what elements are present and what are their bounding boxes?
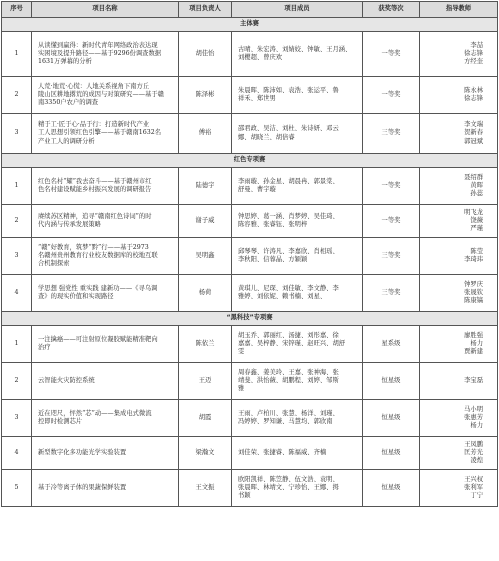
project-name-line: 1631万弹幕的分析	[38, 58, 92, 66]
advisor-teachers	[420, 437, 498, 470]
advisor-teachers	[420, 363, 498, 400]
project-name-line: 从读懂到赢得：新时代青年网络政治表达现	[38, 41, 158, 49]
advisor-teacher-name: 陈永林	[464, 86, 483, 94]
advisor-teacher-name: 马小明	[464, 405, 483, 413]
row-number: 3	[2, 400, 32, 437]
project-members-line: 周春鑫、姜美玲、王嘉、张神海、张	[238, 368, 339, 376]
project-leader: 胡佳怡	[179, 32, 232, 77]
advisor-teacher-name: 钟罗庆	[464, 280, 483, 288]
advisor-teacher-name: 杨力	[470, 339, 483, 347]
project-name	[32, 32, 179, 77]
project-name-line: 近在咫尺，怦然“芯”动——集成电式微流	[38, 409, 152, 417]
advisor-teacher-name: 徐志锋	[464, 49, 483, 57]
advisor-teacher-name: 徐志锋	[464, 95, 483, 102]
advisor-teachers	[420, 238, 498, 275]
advisor-teacher-name: 李文瑞	[464, 121, 483, 129]
project-name-line: 南3350户农户的调查	[38, 99, 99, 107]
project-name	[32, 326, 179, 363]
project-name-line: 名赣州贵州教育行业校友数据库的校地互联	[38, 251, 158, 259]
project-name-line: 实困境及提升路径——基于9296份调查数据	[38, 49, 162, 57]
header-award: 获奖等次	[363, 2, 420, 18]
row-number: 3	[2, 238, 32, 275]
project-members-line: 钟思婷、葛一涵、肖梦婷、吴佳琦、	[238, 212, 339, 220]
project-leader: 王文振	[179, 470, 232, 507]
row-number: 4	[2, 275, 32, 312]
project-members-line: 舒曼、曹宇璇	[238, 186, 276, 193]
award-level: 三等奖	[363, 275, 420, 312]
project-name	[32, 363, 179, 400]
advisor-teacher-name: 郭冠斌	[464, 137, 483, 145]
advisor-teachers	[420, 168, 498, 205]
project-leader: 陈泽彬	[179, 77, 232, 114]
advisor-teacher-name: 黄晖	[470, 181, 483, 189]
project-members	[232, 238, 363, 275]
project-members-line: 嘉嘉、吴梓静、宋锌瑾、赵旺兴、胡舒	[238, 339, 346, 347]
advisor-teacher-name: 方经奎	[464, 58, 483, 66]
advisor-teacher-name: 李琦玮	[464, 256, 483, 263]
project-name	[32, 437, 179, 470]
project-name	[32, 400, 179, 437]
advisor-teacher-name: 王兴权	[464, 475, 483, 483]
award-level: 三等奖	[363, 238, 420, 275]
project-members	[232, 114, 363, 154]
project-name	[32, 205, 179, 238]
project-name-line: 陵山区耕地撂荒的成因与对策研究——基于赣	[38, 90, 164, 98]
project-name	[32, 470, 179, 507]
project-members-line: 书颖	[238, 492, 251, 500]
project-members	[232, 470, 363, 507]
project-name-line: 人荒·地荒·心慌：人地关系视角下南方丘	[38, 82, 150, 90]
advisor-teachers	[420, 326, 498, 363]
project-name	[32, 77, 179, 114]
row-number: 3	[2, 114, 32, 154]
advisor-teacher-name: 王凤鹏	[464, 440, 483, 448]
project-leader: 梁瀚文	[179, 437, 232, 470]
section-header-row	[2, 312, 498, 326]
row-number: 2	[2, 205, 32, 238]
section-title: 红色专项赛	[2, 154, 498, 168]
section-header-row	[2, 18, 498, 32]
project-name	[32, 114, 179, 154]
header-teacher: 指导教师	[420, 2, 498, 18]
advisor-teachers	[420, 205, 498, 238]
award-table	[1, 1, 498, 507]
section-title: 主体赛	[2, 18, 498, 32]
advisor-teacher-name: 李喆	[470, 41, 483, 49]
project-leader: 杨荷	[179, 275, 232, 312]
project-members-line: 李雨璇、孙金星、胡晨冉、郭景棠、	[238, 177, 339, 185]
row-number: 1	[2, 32, 32, 77]
project-members	[232, 400, 363, 437]
project-leader: 陈依兰	[179, 326, 232, 363]
award-level: 一等奖	[363, 205, 420, 238]
advisor-teacher-name: 丁宁	[470, 492, 483, 500]
project-name	[32, 275, 179, 312]
advisor-teacher-name: 张惠芳	[464, 413, 483, 421]
project-members-line: 刘佳荣、张捷睿、陈福威、齐楠	[238, 448, 327, 456]
award-level: 恒星级	[363, 363, 420, 400]
table-row	[2, 275, 498, 312]
row-number: 2	[2, 77, 32, 114]
advisor-teachers	[420, 470, 498, 507]
table-row	[2, 326, 498, 363]
advisor-teacher-name: 贺新春	[464, 129, 483, 137]
advisor-teacher-name: 张晟钦	[464, 288, 483, 296]
project-name-line: 一注擒癌——可注射原位凝胶赋能精准靶向	[38, 335, 158, 343]
advisor-teacher-name: 明飞龙	[464, 208, 483, 216]
award-level: 星系级	[363, 326, 420, 363]
award-level: 一等奖	[363, 77, 420, 114]
advisor-teacher-name: 陈康镐	[464, 297, 483, 305]
project-members-line: 欧阳凯祥、陈笠静、伍文浩、袁明、	[238, 475, 339, 483]
project-name	[32, 238, 179, 275]
section-title: “黑科技”专项赛	[2, 312, 498, 326]
project-members	[232, 77, 363, 114]
advisor-teacher-name: 张利军	[464, 483, 483, 491]
award-level: 三等奖	[363, 114, 420, 154]
table-row	[2, 363, 498, 400]
project-members-line: 靖斐、洪怡薇、胡鹏程、刘婷、邹斯	[238, 376, 339, 384]
row-number: 1	[2, 168, 32, 205]
section-header-row	[2, 154, 498, 168]
advisor-teacher-name: 陈莹	[470, 247, 483, 255]
table-body	[2, 18, 498, 507]
table-row	[2, 168, 498, 205]
project-name-line: 云智能火灾防控系统	[38, 376, 95, 384]
project-name-line: 赓续苏区精神，追寻“赣南红色诗词”的时	[38, 212, 152, 220]
row-number: 1	[2, 326, 32, 363]
project-members-line: 邵君政、吴洁、刘杜、朱诗妍、邓云	[238, 125, 339, 133]
table-row	[2, 437, 498, 470]
project-members-line: 祥禾、郑世男	[238, 95, 276, 102]
advisor-teacher-name: 杨力	[470, 422, 483, 430]
table-row	[2, 205, 498, 238]
award-level: 一等奖	[363, 168, 420, 205]
project-members-line: 邱琴琴、许涛凡、李嘉欣、肖相瑶、	[238, 247, 339, 255]
project-members	[232, 205, 363, 238]
advisor-teachers	[420, 77, 498, 114]
project-members-line: 胡玉乔、郭丽红、汤捷、刘彤嘉、徐	[238, 331, 339, 339]
advisor-teacher-name: 凌煌	[470, 457, 483, 465]
project-name-line: 精于工·匠于心·品于行：打造新时代产业	[38, 121, 150, 129]
advisor-teachers	[420, 114, 498, 154]
project-name-line: “赣”好教育，筑梦“黔”行——基于2973	[38, 243, 149, 251]
award-level: 一等奖	[363, 32, 420, 77]
project-name-line: 查》的现实价值和实现路径	[38, 293, 114, 300]
header-row	[2, 2, 498, 18]
project-name-line: 合机制探索	[38, 260, 70, 268]
advisor-teacher-name: 饶薇	[470, 216, 483, 224]
header-project-name: 项目名称	[32, 2, 179, 18]
project-members-line: 张晨晖、林靖文、宁珍怡、王娜、拇	[238, 483, 339, 491]
advisor-teacher-name: 贾新建	[464, 348, 483, 356]
advisor-teachers	[420, 400, 498, 437]
project-name-line: 学思想 强党性 重实践 建新功——《寻乌调	[38, 284, 158, 292]
header-leader: 项目负责人	[179, 2, 232, 18]
advisor-teacher-name: 聂绍群	[464, 173, 483, 181]
project-members-line: 雯	[238, 348, 245, 356]
project-members-line: 陈容雅、张睿钰、张明梓	[238, 221, 308, 228]
project-members-line: 古晴、朱宏涛、刘婧姣、钟敏、王月涵、	[238, 45, 352, 53]
project-name-line: 基于冷等离子体的果蔬保鲜装置	[38, 483, 127, 491]
project-name-line: 红色名村“耀”我去奋斗——基于赣州市红	[38, 177, 152, 185]
project-members-line: 雅婷、刘依妮、赖书楠、刘星、	[238, 293, 327, 300]
project-members	[232, 326, 363, 363]
project-leader: 吴明鑫	[179, 238, 232, 275]
project-leader: 傅裕	[179, 114, 232, 154]
header-members: 项目成员	[232, 2, 363, 18]
table-row	[2, 77, 498, 114]
project-name-line: 控即时检测芯片	[38, 418, 83, 425]
project-name-line: 治疗	[38, 344, 51, 351]
advisor-teacher-name: 孙蕊	[470, 190, 483, 198]
row-number: 5	[2, 470, 32, 507]
project-leader: 胡霞	[179, 400, 232, 437]
table-row	[2, 32, 498, 77]
advisor-teachers	[420, 275, 498, 312]
project-leader: 谢子威	[179, 205, 232, 238]
project-members	[232, 168, 363, 205]
project-members	[232, 275, 363, 312]
project-members-line: 朱晨晖、陈沛如、袁浩、张运平、鲁	[238, 86, 339, 94]
project-name	[32, 168, 179, 205]
project-name-line: 工人思想引领红色引擎——基于赣南1632名	[38, 129, 162, 137]
project-members-line: 冯婷婷、罗知谦、马慧均、郭欣南	[238, 418, 333, 425]
table-row	[2, 238, 498, 275]
project-members	[232, 363, 363, 400]
project-members-line: 雅	[238, 385, 245, 393]
project-name-line: 新型数字化多功能光学实验装置	[38, 448, 127, 456]
project-members	[232, 32, 363, 77]
project-members-line: 黄琪儿、尼琛、刘佳敏、李文静、李	[238, 284, 339, 292]
advisor-teacher-name: 李宝磊	[464, 376, 483, 384]
project-name-line: 色名村建设赋能乡村振兴发展的调研报告	[38, 186, 152, 193]
project-members-line: 李秋阳、信蓉晶、方颖颖	[238, 256, 308, 263]
table-row	[2, 114, 498, 154]
project-members-line: 王雨、卢柏川、张慧、杨洋、刘瑾、	[238, 409, 339, 417]
project-members-line: 刘樱超、曾庆欢	[238, 54, 283, 61]
table-row	[2, 470, 498, 507]
project-name-line: 代内涵与传承发展策略	[38, 221, 101, 228]
advisor-teacher-name: 廖胜强	[464, 331, 483, 339]
advisor-teachers	[420, 32, 498, 77]
row-number: 2	[2, 363, 32, 400]
row-number: 4	[2, 437, 32, 470]
table-row	[2, 400, 498, 437]
award-level: 恒星级	[363, 400, 420, 437]
project-name-line: 产业工人的调研分析	[38, 137, 95, 145]
advisor-teacher-name: 严瑾	[470, 225, 483, 233]
award-level: 恒星级	[363, 470, 420, 507]
advisor-teacher-name: 匡芳光	[464, 448, 483, 456]
header-no: 序号	[2, 2, 32, 18]
project-members-line: 娜、胡晓兰、胡倍睿	[238, 133, 295, 141]
award-level: 恒星级	[363, 437, 420, 470]
project-leader: 王迈	[179, 363, 232, 400]
project-leader: 陆德宇	[179, 168, 232, 205]
project-members	[232, 437, 363, 470]
